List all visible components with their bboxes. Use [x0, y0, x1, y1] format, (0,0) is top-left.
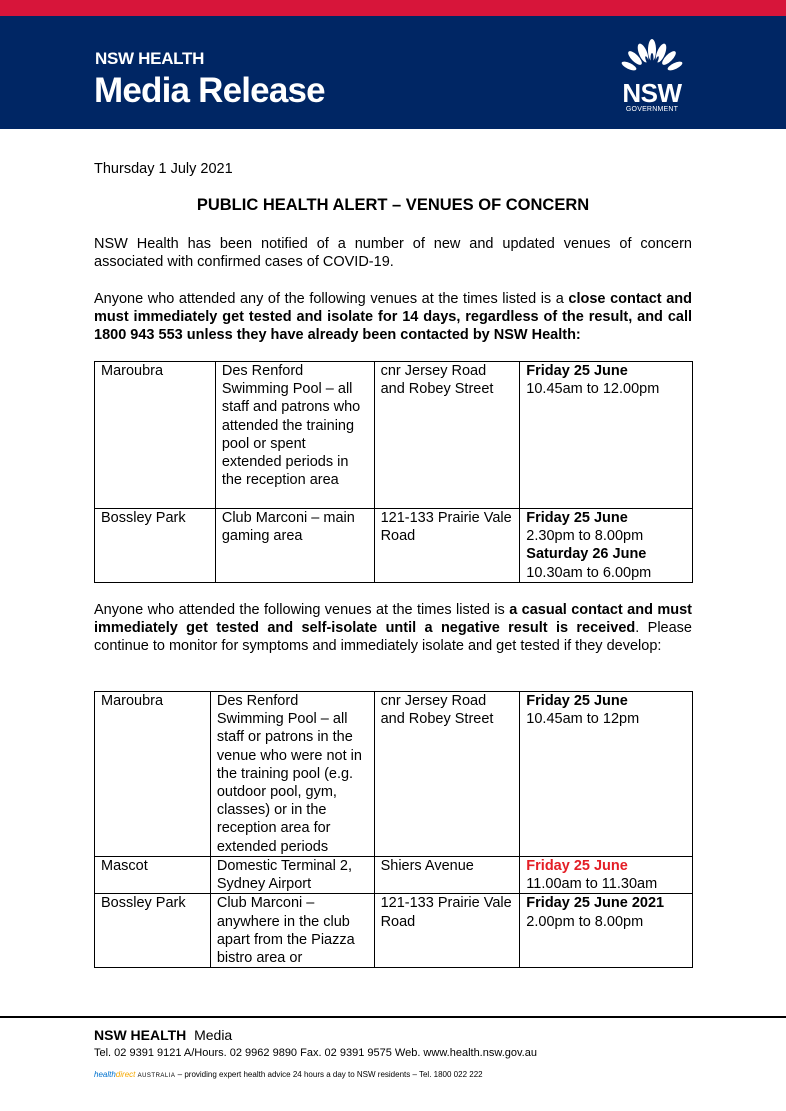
logo-nsw-text: NSW: [622, 78, 682, 108]
address-cell: Shiers Avenue: [374, 857, 520, 894]
venue-cell: Domestic Terminal 2, Sydney Airport: [210, 857, 374, 894]
casual-contact-table: [94, 691, 693, 968]
table-row: [95, 362, 693, 509]
nsw-government-logo: [616, 36, 688, 126]
table-row: [95, 894, 693, 968]
address-cell: cnr Jersey Road and Robey Street: [374, 692, 520, 857]
footer-org-name: NSW HEALTH: [94, 1027, 187, 1043]
close-bold: close contact and must immediately get tested and isolate for 14 days, regardless of the result, and call 1800 943 553 unless they have already been contacted by NSW Health:: [94, 291, 692, 343]
waratah-icon: [616, 36, 688, 80]
footer-healthdirect: [94, 1070, 483, 1079]
date-text-updated: Friday 25 June: [526, 858, 628, 874]
close-lead: Anyone who attended any of the following venues at the times listed is a: [94, 291, 569, 307]
release-date: Thursday 1 July 2021: [94, 161, 233, 177]
footer-org: [94, 1027, 232, 1043]
venue-cell: Des Renford Swimming Pool – all staff and patrons who attended the training pool or spent extended periods in the reception area: [215, 362, 374, 509]
venue-cell: Club Marconi – main gaming area: [215, 509, 374, 583]
casual-contact-paragraph: [94, 601, 692, 655]
date-text: Saturday 26 June: [526, 546, 647, 563]
time-cell: [520, 857, 693, 894]
casual-tail: . Please continue to monitor for symptoms and immediately isolate and get tested if they develop:: [94, 620, 692, 654]
close-contact-paragraph: [94, 290, 692, 344]
casual-lead: Anyone who attended the following venues at the times listed is: [94, 602, 510, 618]
footer-contacts: Tel. 02 9391 9121 A/Hours. 02 9962 9890 Fax. 02 9391 9575 Web. www.health.nsw.gov.au: [94, 1047, 537, 1059]
healthdirect-au: AUSTRALIA: [137, 1073, 176, 1079]
close-contact-table: [94, 361, 693, 583]
address-cell: 121-133 Prairie Vale Road: [374, 509, 520, 583]
footer-label: Media: [194, 1027, 233, 1043]
healthdirect-logo-b: direct: [115, 1070, 136, 1079]
venue-cell: Club Marconi – anywhere in the club apart from the Piazza bistro area or: [210, 894, 374, 968]
header-org: NSW HEALTH: [95, 49, 205, 68]
time-cell: [520, 509, 693, 583]
table-row: [95, 857, 693, 894]
header-red-strip: [0, 0, 786, 16]
time-text: 11.00am to 11.30am: [526, 876, 658, 893]
page-title: PUBLIC HEALTH ALERT – VENUES OF CONCERN: [196, 196, 590, 214]
healthdirect-text: – providing expert health advice 24 hours a day to NSW residents – Tel. 1800 022 222: [175, 1070, 483, 1079]
suburb-cell: Maroubra: [95, 692, 211, 857]
suburb-cell: Maroubra: [95, 362, 216, 509]
time-text: 2.30pm to 8.00pm: [526, 528, 644, 545]
suburb-cell: Mascot: [95, 857, 211, 894]
table-row: [95, 692, 693, 857]
footer-divider: [0, 1016, 786, 1018]
logo-government-text: GOVERNMENT: [625, 106, 679, 113]
healthdirect-logo-a: health: [94, 1070, 116, 1079]
table-row: [95, 509, 693, 583]
venue-cell: Des Renford Swimming Pool – all staff or patrons in the venue who were not in the training pool (e.g. outdoor pool, gym, classes) or in the reception area for extended periods: [210, 692, 374, 857]
header-title: Media Release: [94, 71, 325, 110]
address-cell: cnr Jersey Road and Robey Street: [374, 362, 520, 509]
intro-paragraph: NSW Health has been notified of a number of new and updated venues of concern associated with confirmed cases of COVID-19.: [94, 236, 692, 270]
header-banner: [0, 16, 786, 129]
time-cell: [520, 894, 693, 968]
date-text: Friday 25 June: [526, 693, 628, 709]
address-cell: 121-133 Prairie Vale Road: [374, 894, 520, 968]
time-text: 2.00pm to 8.00pm: [526, 913, 644, 930]
suburb-cell: Bossley Park: [95, 894, 211, 968]
time-text: 10.45am to 12pm: [526, 711, 640, 728]
date-text: Friday 25 June: [526, 363, 628, 379]
time-cell: [520, 692, 693, 857]
time-text: 10.30am to 6.00pm: [526, 564, 652, 581]
date-text: Friday 25 June: [526, 510, 628, 526]
date-text: Friday 25 June 2021: [526, 895, 665, 912]
suburb-cell: Bossley Park: [95, 509, 216, 583]
time-cell: [520, 362, 693, 509]
time-text: 10.45am to 12.00pm: [526, 381, 660, 398]
casual-bold: a casual contact and must immediately get tested and self-isolate until a negative result is received: [94, 602, 692, 636]
